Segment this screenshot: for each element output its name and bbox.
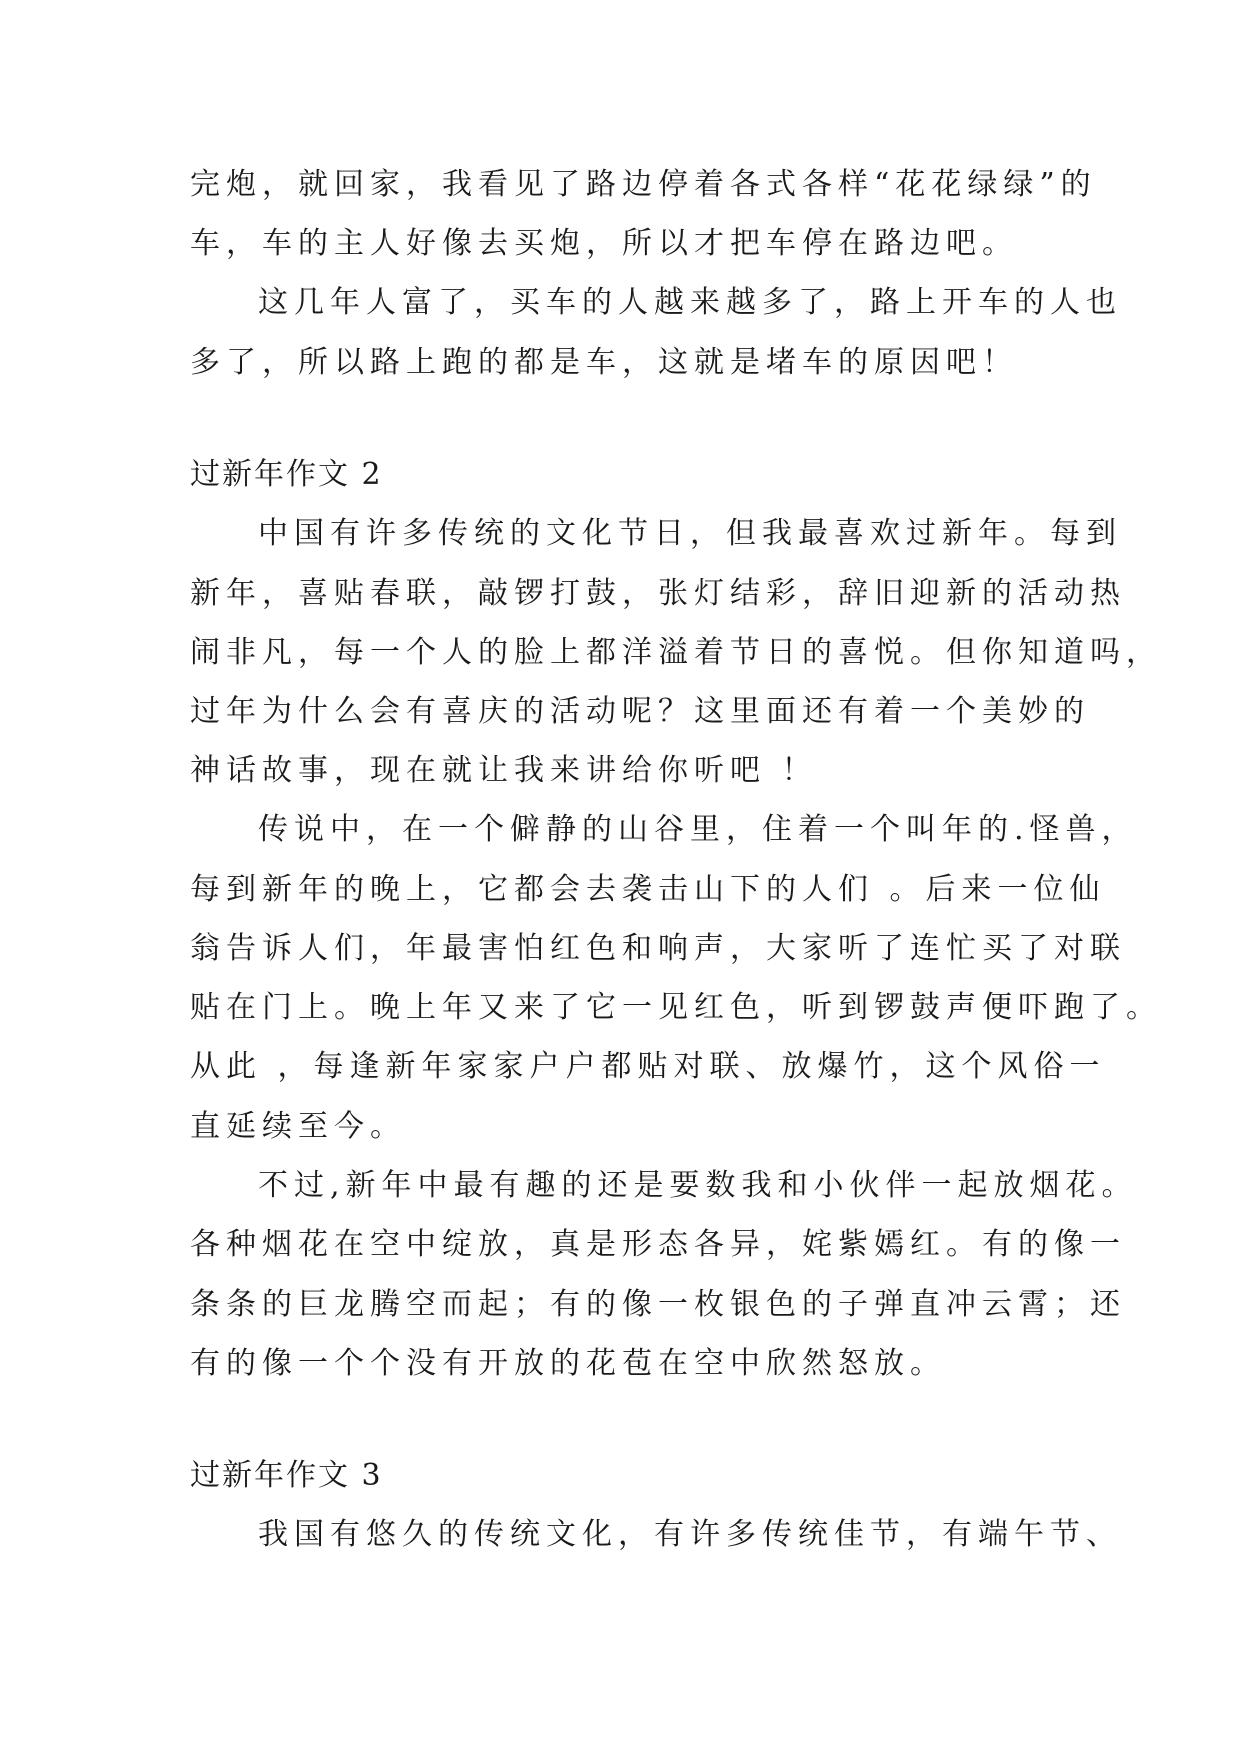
text-line: 多了，所以路上跑的都是车，这就是堵车的原因吧！ [190, 345, 1018, 380]
paragraph-start: 中国有许多传统的文化节日，但我最喜欢过新年。每到 [258, 516, 1122, 551]
text-line: 车，车的主人好像去买炮，所以才把车停在路边吧。 [190, 226, 1018, 261]
text-line: 完炮，就回家，我看见了路边停着各式各样“花花绿绿”的 [190, 167, 1097, 202]
text-line: 闹非凡，每一个人的脸上都洋溢着节日的喜悦。但你知道吗， [190, 635, 1162, 670]
paragraph-start: 这几年人富了，买车的人越来越多了，路上开车的人也 [258, 285, 1122, 320]
text-line: 每到新年的晚上，它都会去袭击山下的人们 。后来一位仙 [190, 872, 1106, 907]
text-line: 有的像一个个没有开放的花苞在空中欣然怒放。 [190, 1346, 946, 1381]
text-line: 翁告诉人们，年最害怕红色和响声，大家听了连忙买了对联 [190, 931, 1126, 966]
paragraph-start: 传说中，在一个僻静的山谷里，住着一个叫年的.怪兽， [258, 812, 1138, 847]
text-line: 直延续至今。 [190, 1109, 406, 1144]
text-line: 神话故事，现在就让我来讲给你听吧 ！ [190, 753, 818, 788]
paragraph-start: 不过,新年中最有趣的还是要数我和小伙伴一起放烟花。 [258, 1168, 1138, 1203]
text-line: 条条的巨龙腾空而起；有的像一枚银色的子弹直冲云霄；还 [190, 1287, 1126, 1322]
text-line: 过年为什么会有喜庆的活动呢？这里面还有着一个美妙的 [190, 694, 1090, 729]
text-line: 各种烟花在空中绽放，真是形态各异，姹紫嫣红。有的像一 [190, 1227, 1126, 1262]
text-line: 新年，喜贴春联，敲锣打鼓，张灯结彩，辞旧迎新的活动热 [190, 576, 1126, 611]
text-line: 从此 ，每逢新年家家户户都贴对联、放爆竹，这个风俗一 [190, 1049, 1106, 1084]
paragraph-start: 我国有悠久的传统文化，有许多传统佳节，有端午节、 [258, 1517, 1122, 1552]
section-heading: 过新年作文 2 [190, 457, 383, 492]
section-heading: 过新年作文 3 [190, 1458, 383, 1493]
text-line: 贴在门上。晚上年又来了它一见红色，听到锣鼓声便吓跑了。 [190, 990, 1162, 1025]
